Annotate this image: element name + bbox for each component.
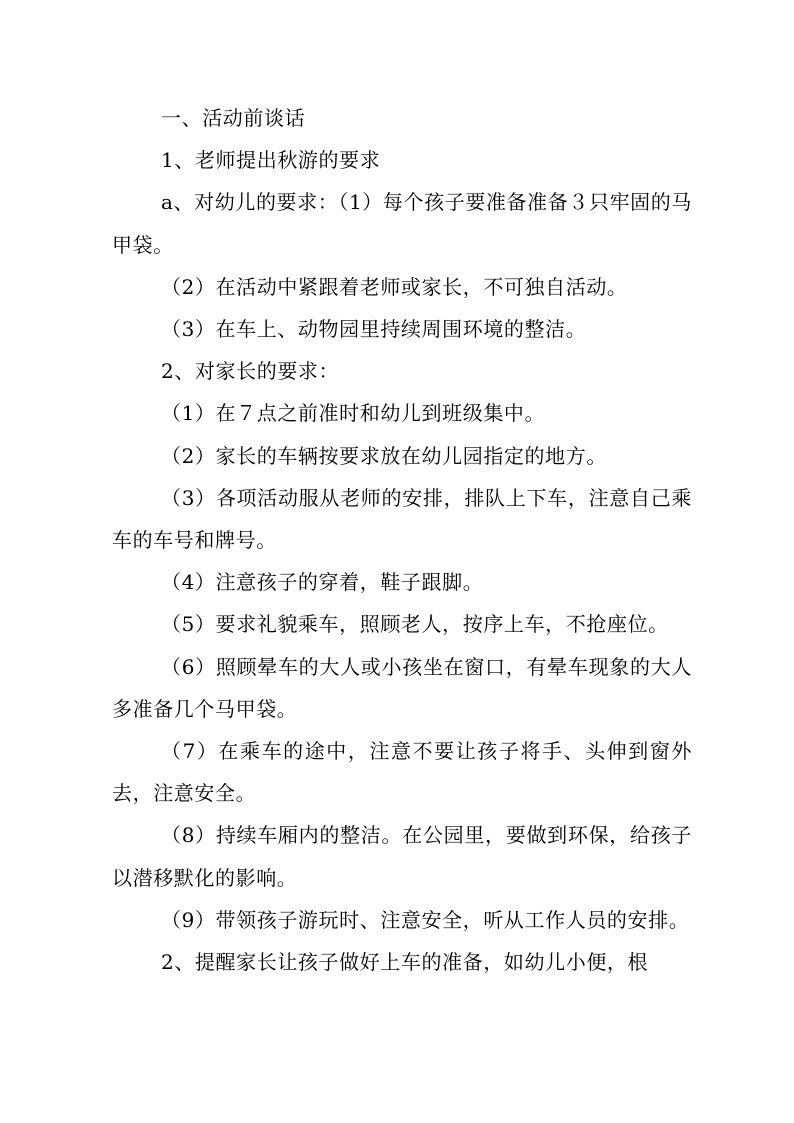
- paragraph-parent-item-6: （6）照顾晕车的大人或小孩坐在窗口，有晕车现象的大人多准备几个马甲袋。: [112, 654, 692, 721]
- document-body: [112, 97, 692, 983]
- paragraph-reminder-parents: 2、提醒家长让孩子做好上车的准备，如幼儿小便，根: [161, 950, 649, 975]
- paragraph-child-requirements: a、对幼儿的要求：（1）每个孩子要准备准备３只牢固的马甲袋。: [112, 190, 692, 257]
- paragraph-child-item-2: （2）在活动中紧跟着老师或家长，不可独自活动。: [161, 274, 628, 299]
- paragraph-parent-item-7: （7）在乘车的途中，注意不要让孩子将手、头伸到窗外去，注意安全。: [112, 739, 692, 806]
- paragraph-parent-item-4: （4）注意孩子的穿着，鞋子跟脚。: [161, 570, 484, 595]
- paragraph-parent-item-5: （5）要求礼貌乘车，照顾老人，按序上车，不抢座位。: [161, 612, 669, 637]
- paragraph-heading-activity-talk: 一、活动前谈话: [161, 106, 306, 130]
- paragraph-parent-item-3: （3）各项活动服从老师的安排，排队上下车，注意自己乘车的车号和牌号。: [112, 485, 692, 553]
- paragraph-parent-requirements: 2、对家长的要求：: [161, 359, 340, 384]
- paragraph-parent-item-2: （2）家长的车辆按要求放在幼儿园指定的地方。: [161, 443, 607, 468]
- paragraph-parent-item-9: （9）带领孩子游玩时、注意安全，听从工作人员的安排。: [161, 907, 690, 932]
- paragraph-teacher-requirements: 1、老师提出秋游的要求: [161, 148, 381, 173]
- paragraph-child-item-3: （3）在车上、动物园里持续周围环境的整洁。: [161, 317, 587, 342]
- paragraph-parent-item-1: （1）在７点之前准时和幼儿到班级集中。: [161, 401, 546, 426]
- paragraph-parent-item-8: （8）持续车厢内的整洁。在公园里，要做到环保，给孩子以潜移默化的影响。: [112, 823, 692, 890]
